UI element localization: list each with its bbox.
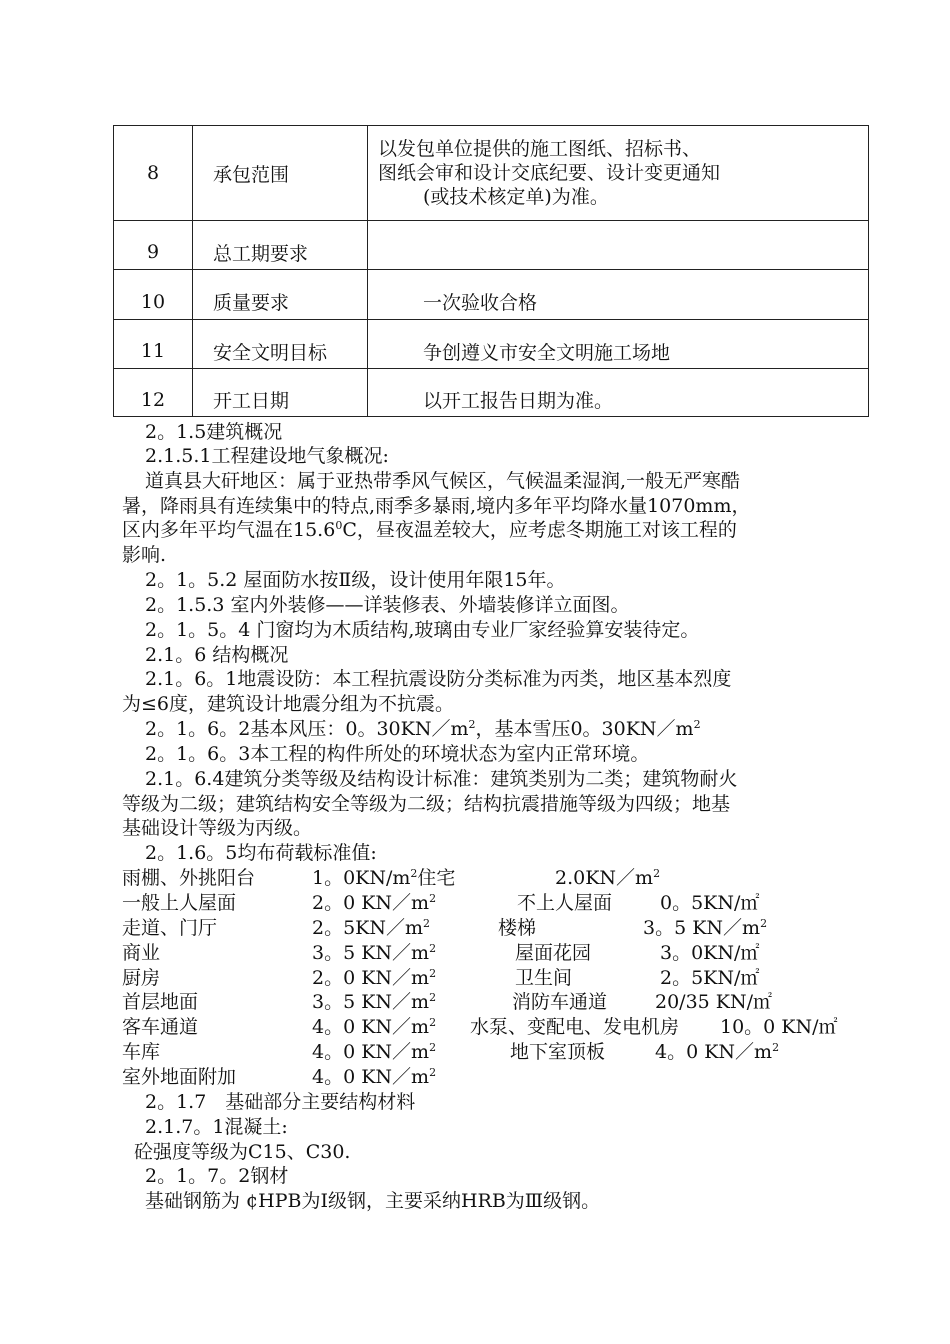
load-value: 3。0KN/㎡ xyxy=(660,942,760,964)
load-value: 1。$0KN/m^2$住宅 xyxy=(312,867,456,889)
paragraph-line: 等级为二级；建筑结构安全等级为二级；结构抗震措施等级为四级；地基 xyxy=(122,793,731,815)
text-run: 2。1。6。2基本风压：0。30KN／m xyxy=(145,718,469,740)
row-number: 11 xyxy=(114,320,193,369)
load-name: 卫生间 xyxy=(515,967,573,989)
subsection-heading: 2。1。7。2钢材 xyxy=(145,1165,289,1187)
table-row xyxy=(114,126,869,221)
load-value: $2.0KN/m^2$ xyxy=(555,867,661,889)
load-value: 2。$5KN/m^2$ xyxy=(312,917,431,939)
content-line: 以发包单位提供的施工图纸、招标书、 xyxy=(378,138,702,160)
paragraph-line: 2。1。6。3本工程的构件所处的环境状态为室内正常环境。 xyxy=(145,743,650,765)
load-value: 10。0 KN/㎡ xyxy=(720,1016,838,1038)
paragraph-line: 2.1。6.4建筑分类等级及结构设计标准：建筑类别为二类；建筑物耐火 xyxy=(145,768,738,790)
load-value: 2。5KN/㎡ xyxy=(660,967,760,989)
paragraph-line: 道真县大矸地区：属于亚热带季风气候区，气候温柔湿润,一般无严寒酷 xyxy=(145,470,741,492)
row-number: 9 xyxy=(114,221,193,270)
subsection-heading: 2.1.5.1工程建设地气象概况: xyxy=(145,445,389,467)
row-number: 12 xyxy=(114,369,193,417)
load-name: 室外地面附加 xyxy=(122,1066,237,1088)
section-heading: 2.1。6 结构概况 xyxy=(145,644,289,666)
load-value: 4。0 $KN/m^2$ xyxy=(312,1066,437,1088)
load-value: 4。0 $KN/m^2$ xyxy=(655,1041,780,1063)
load-value: 20/35 KN/㎡ xyxy=(655,991,773,1013)
section-heading: 2。1.7 基础部分主要结构材料 xyxy=(145,1091,416,1113)
load-name: 商业 xyxy=(122,942,161,964)
superscript: 2 xyxy=(693,718,701,731)
load-name: 屋面花园 xyxy=(515,942,592,964)
load-name: 水泵、变配电、发电机房 xyxy=(470,1016,680,1038)
row-content: 以开工报告日期为准。 xyxy=(368,369,869,417)
load-name: 楼梯 xyxy=(498,917,537,939)
load-name: 消防车通道 xyxy=(512,991,608,1013)
load-name: 走道、门厅 xyxy=(122,917,218,939)
row-number: 8 xyxy=(114,126,193,221)
row-content: 争创遵义市安全文明施工场地 xyxy=(368,320,869,369)
subsection-heading: 2.1.7。1混凝土: xyxy=(145,1116,288,1138)
superscript: 2 xyxy=(468,718,476,731)
row-content xyxy=(368,221,869,270)
paragraph-line: 2。1.6。5均布荷载标准值: xyxy=(145,842,377,864)
load-value: 0。5KN/㎡ xyxy=(660,892,760,914)
load-value: 4。0 $KN/m^2$ xyxy=(312,1016,437,1038)
paragraph-line: 基础设计等级为丙级。 xyxy=(122,817,313,839)
load-name: 雨棚、外挑阳台 xyxy=(122,867,256,889)
superscript: 0 xyxy=(335,519,343,532)
load-value: 2。0 $KN/m^2$ xyxy=(312,967,437,989)
paragraph-line: 2.1。6。1地震设防：本工程抗震设防分类标准为丙类，地区基本烈度 xyxy=(145,668,732,690)
paragraph-line: 为≤6度，建筑设计地震分组为不抗震。 xyxy=(122,693,455,715)
load-name: 首层地面 xyxy=(122,991,199,1013)
paragraph-line: 2。1.5.3 室内外装修——详装修表、外墙装修详立面图。 xyxy=(145,594,630,616)
table-row xyxy=(114,221,869,270)
section-heading: 2。1.5建筑概况 xyxy=(145,421,283,443)
row-item: 质量要求 xyxy=(193,270,368,320)
content-line: (或技术核定单)为准。 xyxy=(423,186,609,208)
load-name: 一般上人屋面 xyxy=(122,892,237,914)
load-value: 4。0 $KN/m^2$ xyxy=(312,1041,437,1063)
row-content xyxy=(368,126,869,221)
paragraph-line xyxy=(145,717,701,741)
paragraph-line: 暑，降雨具有连续集中的特点,雨季多暴雨,境内多年平均降水量1070mm， xyxy=(122,495,751,517)
load-value: 3。5 $KN/m^2$ xyxy=(312,991,437,1013)
row-item: 承包范围 xyxy=(193,126,368,221)
load-value: 3。5 $KN/m^2$ xyxy=(312,942,437,964)
paragraph-line: 影响. xyxy=(122,544,167,566)
load-name: 厨房 xyxy=(122,967,161,989)
load-value: 2。0 $KN/m^2$ xyxy=(312,892,437,914)
row-item: 开工日期 xyxy=(193,369,368,417)
text-run: ，基本雪压0。30KN／m xyxy=(475,718,694,740)
load-name: 不上人屋面 xyxy=(517,892,613,914)
row-content: 一次验收合格 xyxy=(368,270,869,320)
table-row xyxy=(114,270,869,320)
paragraph-line: 2。1。5。4 门窗均为木质结构,玻璃由专业厂家经验算安装待定。 xyxy=(145,619,700,641)
text-run: 区内多年平均气温在15.6 xyxy=(122,519,336,541)
row-item: 总工期要求 xyxy=(193,221,368,270)
row-item: 安全文明目标 xyxy=(193,320,368,369)
load-name: 客车通道 xyxy=(122,1016,199,1038)
load-value: 3。5 $KN/m^2$ xyxy=(643,917,768,939)
paragraph-line: 砼强度等级为C15、C30. xyxy=(134,1141,351,1163)
table-row xyxy=(114,320,869,369)
load-name: 车库 xyxy=(122,1041,161,1063)
table-row xyxy=(114,369,869,417)
row-number: 10 xyxy=(114,270,193,320)
text-run: C，昼夜温差较大，应考虑冬期施工对该工程的 xyxy=(342,519,737,541)
content-line: 图纸会审和设计交底纪要、设计变更通知 xyxy=(378,162,721,184)
paragraph-line: 2。1。5.2 屋面防水按Ⅱ级，设计使用年限15年。 xyxy=(145,569,566,591)
paragraph-line xyxy=(122,518,737,542)
load-name: 地下室顶板 xyxy=(510,1041,606,1063)
project-info-table xyxy=(113,125,869,417)
paragraph-line: 基础钢筋为 ¢HPB为Ⅰ级钢，主要采纳HRB为Ⅲ级钢。 xyxy=(145,1190,601,1212)
